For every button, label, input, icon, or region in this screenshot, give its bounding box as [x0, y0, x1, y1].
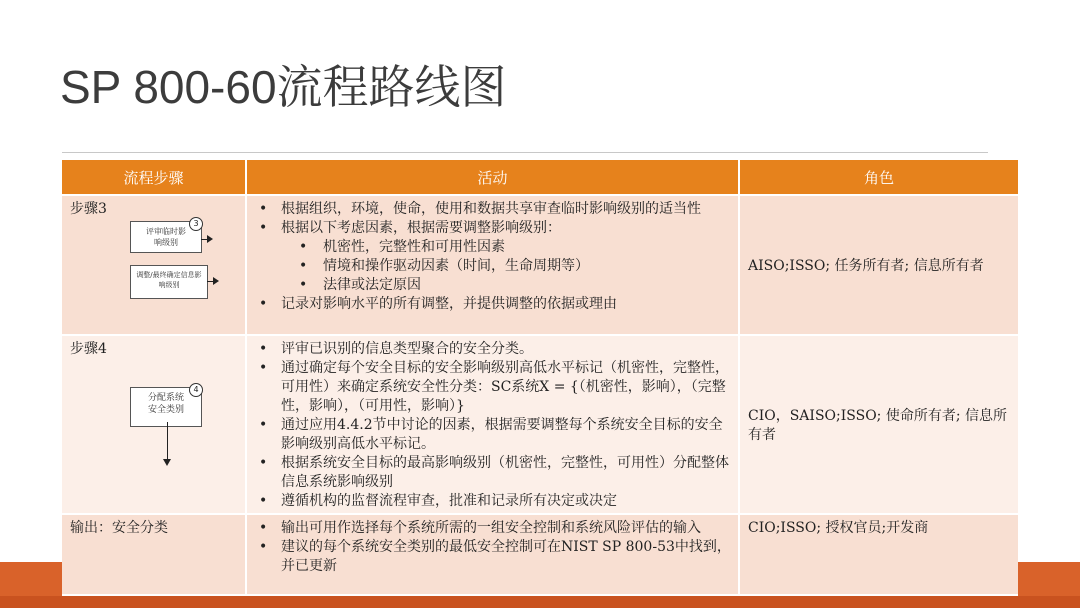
activity-cell — [246, 514, 739, 594]
step-label: 输出：安全分类 — [70, 520, 168, 536]
list-item: • 遵循机构的监督流程审查，批准和记录所有决定或决定 — [281, 492, 732, 511]
arrow-right-icon — [207, 281, 213, 282]
list-item: • 输出可用作选择每个系统所需的一组安全控制和系统风险评估的输入 — [281, 519, 732, 538]
step-cell — [62, 514, 246, 594]
list-item: • 通过应用4.4.2节中讨论的因素，根据需要调整每个系统安全目标的安全影响级别高低水平标记。 — [281, 416, 732, 454]
list-item: • 建议的每个系统安全类别的最低安全控制可在NIST SP 800-53中找到，并已更新 — [281, 538, 732, 576]
table-row — [62, 195, 1018, 335]
list-item: • 法律或法定原因 — [323, 276, 732, 295]
list-item: • 根据系统安全目标的最高影响级别（机密性，完整性，可用性）分配整体信息系统影响级别 — [281, 454, 732, 492]
list-item: • 记录对影响水平的所有调整，并提供调整的依据或理由 — [281, 295, 732, 314]
activity-list — [255, 519, 732, 576]
arrow-down-icon — [167, 422, 168, 460]
activity-cell — [246, 335, 739, 514]
list-item: • 根据以下考虑因素，根据需要调整影响级别： • 机密性，完整性和可用性因素 • 情境和操作驱动因素（时间，生命周期等） • 法律或法定原因 — [281, 219, 732, 295]
arrow-right-icon — [201, 239, 207, 240]
page-title: SP 800-60流程路线图 — [60, 61, 507, 113]
process-box: 评审临时影响级别 — [130, 221, 202, 253]
list-item: • 评审已识别的信息类型聚合的安全分类。 — [281, 340, 732, 359]
role-cell: AISO;ISSO; 任务所有者; 信息所有者 — [739, 195, 1018, 335]
activity-cell — [246, 195, 739, 335]
header-step: 流程步骤 — [62, 160, 246, 195]
step-number-badge: 4 — [189, 383, 203, 397]
process-box: 分配系统安全类别 — [130, 387, 202, 427]
activity-list — [255, 340, 732, 511]
table-row — [62, 514, 1018, 594]
sub-activity-list — [281, 238, 732, 295]
step-cell — [62, 195, 246, 335]
list-item: • 根据组织，环境，使命，使用和数据共享审查临时影响级别的适当性 — [281, 200, 732, 219]
activity-list — [255, 200, 732, 314]
role-cell: CIO;ISSO; 授权官员;开发商 — [739, 514, 1018, 594]
list-item: • 情境和操作驱动因素（时间，生命周期等） — [323, 257, 732, 276]
role-cell: CIO，SAISO;ISSO; 使命所有者; 信息所有者 — [739, 335, 1018, 514]
process-box: 调整/最终确定信息影响级别 — [130, 265, 208, 299]
list-item: • 通过确定每个安全目标的安全影响级别高低水平标记（机密性，完整性，可用性）来确定系统安全性分类：SC系统X = {（机密性，影响），（完整性，影响），（可用性，影响）} — [281, 359, 732, 416]
decor-bottom-strip — [0, 596, 1080, 608]
table-row — [62, 335, 1018, 514]
step3-diagram — [70, 219, 239, 329]
step-label: 步骤3 — [70, 201, 107, 217]
table-header-row — [62, 160, 1018, 195]
header-activity: 活动 — [246, 160, 739, 195]
header-role: 角色 — [739, 160, 1018, 195]
step-number-badge: 3 — [189, 217, 203, 231]
step-cell — [62, 335, 246, 514]
title-divider — [62, 152, 988, 153]
step4-diagram — [70, 359, 239, 469]
list-item: • 机密性，完整性和可用性因素 — [323, 238, 732, 257]
roadmap-table — [62, 160, 1018, 594]
step-label: 步骤4 — [70, 341, 107, 357]
